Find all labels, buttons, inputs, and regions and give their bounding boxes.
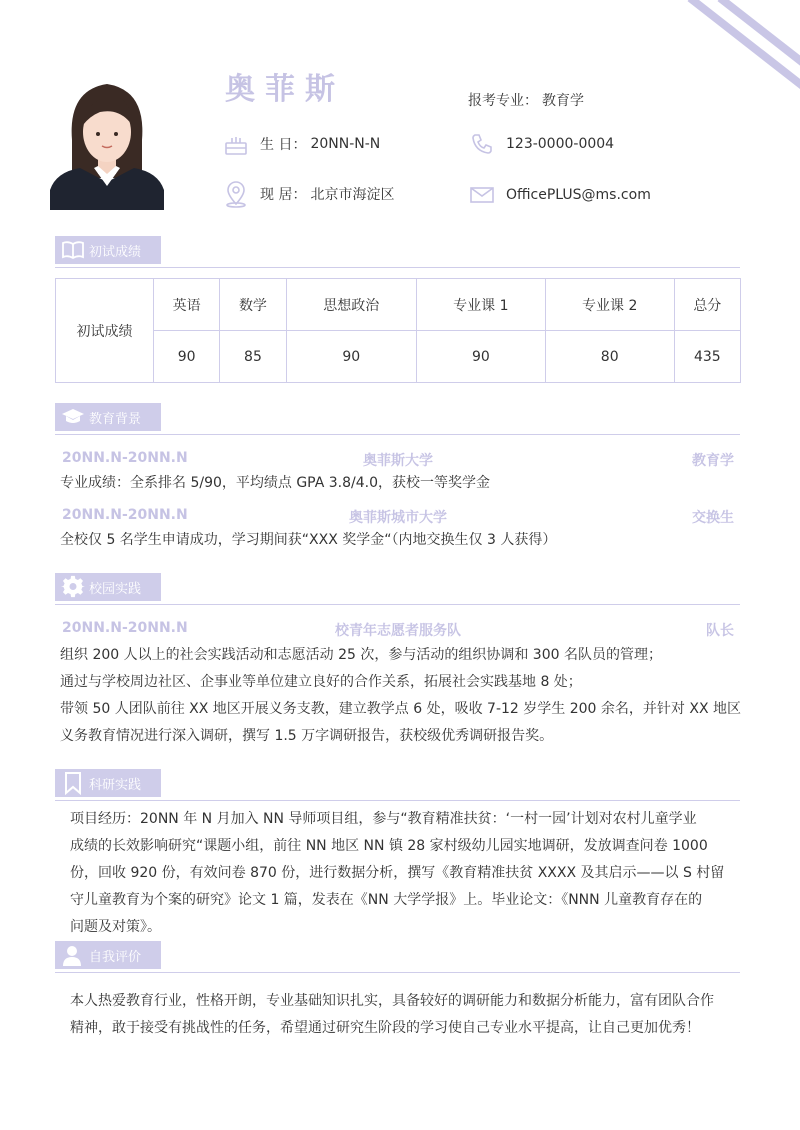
section-tab: [55, 573, 161, 601]
major-value: 教育学: [542, 93, 584, 109]
email-value: OfficePLUS@ms.com: [506, 187, 651, 203]
section-title: 科研实践: [89, 777, 142, 793]
table-cell: 85: [220, 331, 286, 383]
location-pin-icon: [222, 180, 250, 208]
section-title: 教育背景: [89, 411, 142, 427]
section-divider: [55, 267, 740, 268]
phone-row: [468, 130, 614, 158]
campus-line: 组织 200 人以上的社会实践活动和志愿活动 25 次，参与活动的组织协调和 300 名队员的管理；: [60, 647, 662, 663]
entry-role: 队长: [706, 623, 734, 639]
graduation-cap-icon: [61, 406, 85, 428]
self-eval-line: 本人热爱教育行业，性格开朗，专业基础知识扎实，具备较好的调研能力和数据分析能力，富有团队合作: [70, 993, 714, 1009]
entry-school: 奥菲斯大学: [363, 453, 433, 469]
table-cell: 90: [286, 331, 416, 383]
section-header-self: [55, 941, 740, 969]
mail-icon: [468, 181, 496, 209]
residence-value: 北京市海淀区: [310, 187, 395, 203]
entry-org: 校青年志愿者服务队: [335, 623, 461, 639]
education-desc-2: 全校仅 5 名学生申请成功，学习期间获“XXX 奖学金“（内地交换生仅 3 人获得）: [60, 532, 557, 548]
table-cell: 90: [154, 331, 220, 383]
section-header-scores: [55, 236, 740, 264]
table-cell: 435: [674, 331, 740, 383]
birthday-row: [222, 130, 380, 158]
section-tab: [55, 941, 161, 969]
residence-row: [222, 180, 394, 208]
campus-line: 义务教育情况进行深入调研，撰写 1.5 万字调研报告，获校级优秀调研报告奖。: [60, 728, 554, 744]
research-line: 项目经历：20NN 年 N 月加入 NN 导师项目组，参与“教育精准扶贫：‘一村一园’计划对农村儿童学业: [70, 811, 697, 827]
research-line: 守儿童教育为个案的研究》论文 1 篇，发表在《NN 大学学报》上。毕业论文：《NNN 儿童教育存在的: [70, 892, 703, 908]
column-header: 英语: [154, 279, 220, 331]
table-cell: 80: [545, 331, 674, 383]
table-row: [56, 331, 741, 383]
education-desc-1: 专业成绩：全系排名 5/90，平均绩点 GPA 3.8/4.0，获校一等奖学金: [60, 475, 491, 491]
section-divider: [55, 800, 740, 801]
birthday-value: 20NN-N-N: [310, 136, 381, 152]
section-tab: [55, 236, 161, 264]
campus-line: 带领 50 人团队前往 XX 地区开展义务支教，建立教学点 6 处，吸收 7-12 岁学生 200 余名，并针对 XX 地区: [60, 701, 741, 717]
section-title: 校园实践: [89, 581, 142, 597]
column-header: 专业课 2: [545, 279, 674, 331]
entry-date: 20NN.N-20NN.N: [62, 620, 188, 636]
residence-label: 现 居：: [260, 187, 307, 203]
major-row: [468, 90, 584, 110]
entry-role: 教育学: [692, 453, 734, 469]
section-header-research: [55, 769, 740, 797]
section-tab: [55, 769, 161, 797]
entry-date: 20NN.N-20NN.N: [62, 507, 188, 523]
avatar: [50, 70, 164, 210]
section-divider: [55, 434, 740, 435]
corner-decoration: [680, 0, 800, 110]
research-line: 份，回收 920 份，有效问卷 870 份，进行数据分析，撰写《教育精准扶贫 XXXX 及其启示——以 S 村留: [70, 865, 725, 881]
section-header-education: [55, 403, 740, 431]
book-icon: [61, 239, 85, 261]
section-divider: [55, 972, 740, 973]
entry-school: 奥菲斯城市大学: [349, 510, 447, 526]
section-divider: [55, 604, 740, 605]
birthday-label: 生 日：: [260, 137, 307, 153]
campus-line: 通过与学校周边社区、企事业等单位建立良好的合作关系，拓展社会实践基地 8 处；: [60, 674, 582, 690]
education-entry-2: [62, 507, 734, 527]
education-entry-1: [62, 450, 734, 470]
phone-value: 123-0000-0004: [506, 136, 615, 152]
section-title: 初试成绩: [89, 244, 142, 260]
section-title: 自我评价: [89, 949, 142, 965]
user-icon: [61, 944, 85, 966]
bookmark-icon: [61, 772, 85, 794]
campus-entry: [62, 620, 734, 640]
self-eval-line: 精神，敢于接受有挑战性的任务，希望通过研究生阶段的学习使自己专业水平提高，让自己更加优秀！: [70, 1020, 700, 1036]
candidate-name: 奥菲斯: [225, 72, 345, 107]
section-tab: [55, 403, 161, 431]
phone-icon: [468, 130, 496, 158]
major-label: 报考专业：: [468, 93, 538, 109]
gear-icon: [61, 576, 85, 598]
table-cell: 90: [416, 331, 545, 383]
entry-role: 交换生: [692, 510, 734, 526]
entry-date: 20NN.N-20NN.N: [62, 450, 188, 466]
table-row-header: 初试成绩: [56, 279, 154, 383]
column-header: 专业课 1: [416, 279, 545, 331]
research-line: 成绩的长效影响研究“课题小组，前往 NN 地区 NN 镇 28 家村级幼儿园实地调研，发放调查问卷 1000: [70, 838, 708, 854]
column-header: 思想政治: [286, 279, 416, 331]
column-header: 总分: [674, 279, 740, 331]
scores-table: [55, 278, 741, 383]
cake-icon: [222, 130, 250, 158]
section-header-campus: [55, 573, 740, 601]
research-line: 问题及对策》。: [70, 919, 161, 935]
table-row: [56, 279, 741, 331]
column-header: 数学: [220, 279, 286, 331]
email-row: [468, 181, 651, 209]
